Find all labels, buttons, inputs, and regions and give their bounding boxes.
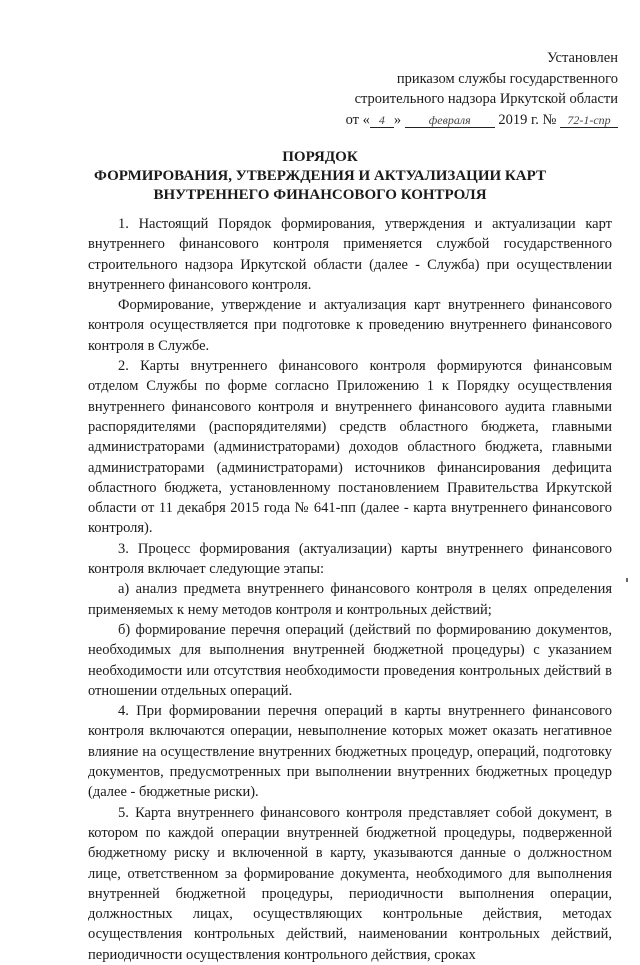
date-mid: » xyxy=(393,111,402,128)
handwritten-day: 4 xyxy=(370,113,394,128)
handwritten-order-number: 72-1-спр xyxy=(560,113,618,128)
approval-date-line xyxy=(318,110,618,131)
document-body xyxy=(88,214,612,965)
paragraph-4: 4. При формировании перечня операций в карты внутреннего финансового контроля включаются операции, невыполнение которых может оказать негативное влияние на осуществление внутренних бюджетных процедур, операций, подготовку документов, предусмотренных при выполнении внутренних бюджетных процедур (далее - бюджетные риски). xyxy=(88,703,612,801)
paragraph-1: 1. Настоящий Порядок формирования, утверждения и актуализации карт внутреннего финансового контроля применяется службой государственного строительного надзора Иркутской области (далее - Служба) при осуществлении внутреннего финансового контроля. xyxy=(88,216,612,293)
year-text: 2019 г. № xyxy=(498,111,557,128)
paragraph-1-cont: Формирование, утверждение и актуализация карт внутреннего финансового контроля осуществляется при подготовке к проведению внутреннего финансового контроля в Службе. xyxy=(88,297,612,354)
paragraph-3a: а) анализ предмета внутреннего финансового контроля в целях определения применяемых к нему методов контроля и контрольных действий; xyxy=(88,581,612,618)
title-line-1: ПОРЯДОК xyxy=(282,149,358,165)
approval-block xyxy=(318,48,618,130)
document-title xyxy=(0,148,640,205)
date-prefix: от « xyxy=(345,111,370,128)
approval-line-1: Установлен xyxy=(546,50,618,66)
margin-mark xyxy=(626,578,628,582)
paragraph-3b: б) формирование перечня операций (действий по формированию документов, необходимых для выполнения внутренней бюджетной процедуры) с указанием необходимости или отсутствия необходимости проведения контрольных действий в отношении отдельных операций. xyxy=(88,621,612,699)
approval-line-3: строительного надзора Иркутской области xyxy=(354,91,618,107)
approval-line-2: приказом службы государственного xyxy=(396,70,618,87)
paragraph-2: 2. Карты внутреннего финансового контроля формируются финансовым отделом Службы по форме согласно Приложению 1 к Порядку осуществления внутреннего финансового контроля и внутреннего финансового аудита главными распорядителями (распорядителями) средств областного бюджета, главными администраторами (администраторами) доходов областного бюджета, главными администраторами (администраторами) источников финансирования дефицита областного бюджета, установленному постановлением Правительства Иркутской области от 11 декабря 2015 года № 641-пп (далее - карта внутреннего финансового контроля). xyxy=(88,358,612,537)
paragraph-5: 5. Карта внутреннего финансового контроля представляет собой документ, в котором по каждой операции внутренней бюджетной процедуры, подверженной бюджетному риску и включенной в карту, указываются данные о должностном лице, ответственном за формирование документа, необходимого для выполнения внутренней бюджетной процедуры, периодичности выполнения операции, должностных лицах, осуществляющих контрольные действия, методах осуществления контрольных действий, наименовании контрольных действий, периодичности осуществления контрольного действия, сроках xyxy=(88,804,612,963)
title-line-2: ФОРМИРОВАНИЯ, УТВЕРЖДЕНИЯ И АКТУАЛИЗАЦИИ КАРТ xyxy=(94,168,546,184)
handwritten-month: февраля xyxy=(405,113,495,128)
title-line-3: ВНУТРЕННЕГО ФИНАНСОВОГО КОНТРОЛЯ xyxy=(153,187,487,203)
paragraph-3: 3. Процесс формирования (актуализации) карты внутреннего финансового контроля включает следующие этапы: xyxy=(88,540,612,578)
